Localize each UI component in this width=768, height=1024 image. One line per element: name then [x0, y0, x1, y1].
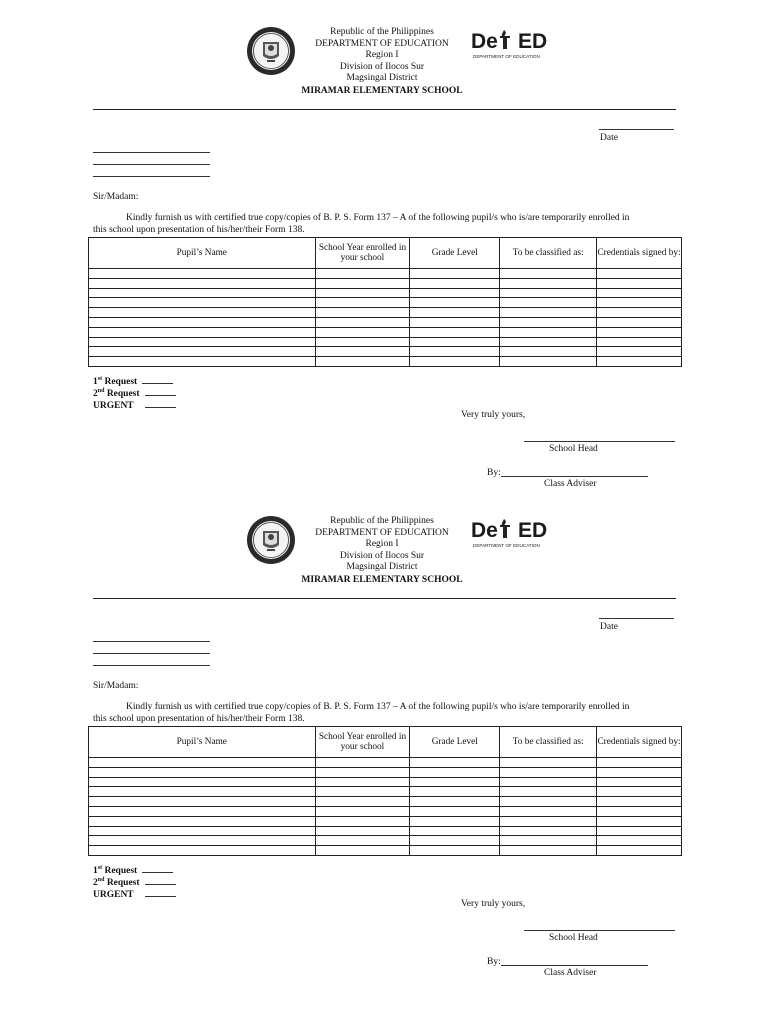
- table-cell[interactable]: [315, 836, 410, 846]
- table-cell[interactable]: [500, 278, 597, 288]
- table-cell[interactable]: [315, 308, 410, 318]
- table-cell[interactable]: [410, 767, 500, 777]
- table-cell[interactable]: [410, 836, 500, 846]
- school-head-label: School Head: [549, 933, 598, 943]
- table-cell[interactable]: [410, 758, 500, 768]
- header-republic: Republic of the Philippines: [330, 516, 434, 526]
- table-cell[interactable]: [410, 327, 500, 337]
- table-cell[interactable]: [89, 816, 316, 826]
- col-school-year: School Year enrolled in your school: [315, 727, 410, 758]
- table-cell[interactable]: [315, 758, 410, 768]
- first-request-line: [142, 375, 173, 384]
- school-head-signature-line: [524, 441, 675, 442]
- address-line-3: [93, 665, 210, 666]
- table-cell[interactable]: [89, 797, 316, 807]
- table-row: [89, 826, 682, 836]
- request-form-1: [0, 0, 768, 490]
- table-cell[interactable]: [315, 806, 410, 816]
- table-cell[interactable]: [410, 357, 500, 367]
- table-cell[interactable]: [315, 846, 410, 856]
- table-cell[interactable]: [89, 288, 316, 298]
- table-cell[interactable]: [500, 317, 597, 327]
- address-line-1: [93, 641, 210, 642]
- salutation: Sir/Madam:: [93, 192, 139, 202]
- table-cell[interactable]: [410, 816, 500, 826]
- table-cell[interactable]: [89, 308, 316, 318]
- deped-logo: [471, 517, 563, 551]
- table-row: [89, 288, 682, 298]
- header-department: DEPARTMENT OF EDUCATION: [315, 527, 449, 538]
- table-cell[interactable]: [410, 278, 500, 288]
- table-cell[interactable]: [89, 317, 316, 327]
- table-cell[interactable]: [597, 278, 682, 288]
- table-row: [89, 836, 682, 846]
- table-cell[interactable]: [597, 337, 682, 347]
- urgent-request: URGENT: [93, 399, 176, 413]
- header-region: Region I: [365, 50, 399, 61]
- table-cell[interactable]: [315, 347, 410, 357]
- header-department: DEPARTMENT OF EDUCATION: [315, 38, 449, 49]
- table-cell[interactable]: [89, 269, 316, 279]
- first-request-line: [142, 864, 173, 873]
- header-republic: Republic of the Philippines: [330, 27, 434, 37]
- table-cell[interactable]: [500, 777, 597, 787]
- col-classified: To be classified as:: [500, 238, 597, 269]
- table-row: [89, 357, 682, 367]
- table-cell[interactable]: [315, 826, 410, 836]
- svg-text:De: De: [471, 519, 498, 542]
- table-row: [89, 767, 682, 777]
- table-cell[interactable]: [315, 797, 410, 807]
- table-cell[interactable]: [315, 357, 410, 367]
- table-row: [89, 269, 682, 279]
- header-district: Magsingal District: [346, 562, 418, 573]
- address-line-2: [93, 164, 210, 165]
- body-text-line-1: Kindly furnish us with certified true copy/copies of B. P. S. Form 137 – A of the following pupil/s who is/are temporarily enrolled in: [126, 213, 630, 223]
- date-label: Date: [600, 133, 618, 143]
- pupils-table: [88, 237, 682, 367]
- urgent-request: URGENT: [93, 888, 176, 902]
- date-line: [599, 618, 674, 619]
- table-cell[interactable]: [315, 278, 410, 288]
- second-request: 2nd Request: [93, 876, 176, 890]
- header-school-name: MIRAMAR ELEMENTARY SCHOOL: [301, 85, 463, 96]
- second-request: 2nd Request: [93, 387, 176, 401]
- table-cell[interactable]: [500, 797, 597, 807]
- deped-logo: [471, 28, 563, 62]
- table-row: [89, 327, 682, 337]
- deped-logo-subtitle: DEPARTMENT OF EDUCATION: [473, 543, 540, 548]
- table-cell[interactable]: [500, 347, 597, 357]
- col-grade-level: Grade Level: [410, 238, 500, 269]
- table-cell[interactable]: [315, 777, 410, 787]
- table-cell[interactable]: [89, 806, 316, 816]
- table-cell[interactable]: [597, 317, 682, 327]
- table-cell[interactable]: [410, 806, 500, 816]
- table-cell[interactable]: [500, 298, 597, 308]
- body-text-line-1: Kindly furnish us with certified true copy/copies of B. P. S. Form 137 – A of the following pupil/s who is/are temporarily enrolled in: [126, 702, 630, 712]
- col-school-year: School Year enrolled in your school: [315, 238, 410, 269]
- table-cell[interactable]: [315, 269, 410, 279]
- table-row: [89, 758, 682, 768]
- table-cell[interactable]: [410, 787, 500, 797]
- table-cell[interactable]: [597, 846, 682, 856]
- table-cell[interactable]: [410, 846, 500, 856]
- table-cell[interactable]: [500, 826, 597, 836]
- table-cell[interactable]: [410, 347, 500, 357]
- table-header-row: [89, 238, 682, 269]
- urgent-line: [145, 888, 176, 897]
- table-cell[interactable]: [315, 816, 410, 826]
- table-row: [89, 347, 682, 357]
- table-cell[interactable]: [597, 826, 682, 836]
- class-adviser-signature-line: [501, 476, 648, 477]
- second-request-line: [145, 876, 176, 885]
- address-line-2: [93, 653, 210, 654]
- table-cell[interactable]: [410, 269, 500, 279]
- table-cell[interactable]: [315, 337, 410, 347]
- col-pupil-name: Pupil’s Name: [89, 238, 316, 269]
- table-cell[interactable]: [597, 269, 682, 279]
- table-cell[interactable]: [500, 846, 597, 856]
- col-credentials: Credentials signed by:: [597, 727, 682, 758]
- table-cell[interactable]: [315, 298, 410, 308]
- header-divider: [93, 109, 676, 110]
- table-cell[interactable]: [315, 288, 410, 298]
- class-adviser-label: Class Adviser: [544, 968, 597, 978]
- letterhead: [280, 27, 484, 98]
- table-cell[interactable]: [597, 787, 682, 797]
- table-cell[interactable]: [410, 298, 500, 308]
- table-cell[interactable]: [410, 337, 500, 347]
- table-cell[interactable]: [410, 797, 500, 807]
- table-cell[interactable]: [315, 317, 410, 327]
- table-cell[interactable]: [500, 836, 597, 846]
- pupils-table: [88, 726, 682, 856]
- table-cell[interactable]: [500, 787, 597, 797]
- table-cell[interactable]: [597, 357, 682, 367]
- table-cell[interactable]: [500, 758, 597, 768]
- header-school-name: MIRAMAR ELEMENTARY SCHOOL: [301, 574, 463, 585]
- table-cell[interactable]: [500, 337, 597, 347]
- table-cell[interactable]: [500, 767, 597, 777]
- second-request-line: [145, 387, 176, 396]
- school-head-label: School Head: [549, 444, 598, 454]
- table-row: [89, 308, 682, 318]
- col-credentials: Credentials signed by:: [597, 238, 682, 269]
- table-cell[interactable]: [315, 767, 410, 777]
- table-cell[interactable]: [597, 327, 682, 337]
- table-cell[interactable]: [89, 278, 316, 288]
- header-division: Division of Ilocos Sur: [339, 61, 425, 72]
- table-row: [89, 278, 682, 288]
- table-cell[interactable]: [597, 816, 682, 826]
- table-cell[interactable]: [89, 357, 316, 367]
- table-cell[interactable]: [597, 347, 682, 357]
- table-cell[interactable]: [410, 777, 500, 787]
- table-cell[interactable]: [597, 777, 682, 787]
- header-divider: [93, 598, 676, 599]
- table-cell[interactable]: [597, 288, 682, 298]
- header-region: Region I: [365, 539, 399, 550]
- class-adviser-signature-line: [501, 965, 648, 966]
- first-request: 1st Request: [93, 375, 173, 389]
- body-text-line-2: this school upon presentation of his/her/their Form 138.: [93, 714, 305, 724]
- table-cell[interactable]: [410, 308, 500, 318]
- table-row: [89, 317, 682, 327]
- class-adviser-label: Class Adviser: [544, 479, 597, 489]
- table-cell[interactable]: [89, 846, 316, 856]
- table-row: [89, 846, 682, 856]
- header-division: Division of Ilocos Sur: [339, 550, 425, 561]
- table-cell[interactable]: [315, 327, 410, 337]
- table-cell[interactable]: [89, 836, 316, 846]
- table-cell[interactable]: [89, 826, 316, 836]
- body-text-line-2: this school upon presentation of his/her/their Form 138.: [93, 225, 305, 235]
- table-row: [89, 337, 682, 347]
- table-cell[interactable]: [89, 758, 316, 768]
- table-cell[interactable]: [500, 816, 597, 826]
- table-cell[interactable]: [500, 288, 597, 298]
- by-label: By:: [487, 468, 501, 478]
- date-line: [599, 129, 674, 130]
- table-cell[interactable]: [597, 767, 682, 777]
- table-cell[interactable]: [597, 758, 682, 768]
- table-cell[interactable]: [500, 357, 597, 367]
- table-cell[interactable]: [410, 826, 500, 836]
- table-cell[interactable]: [500, 327, 597, 337]
- table-cell[interactable]: [597, 308, 682, 318]
- closing: Very truly yours,: [461, 410, 526, 420]
- table-cell[interactable]: [89, 787, 316, 797]
- table-cell[interactable]: [89, 777, 316, 787]
- by-label: By:: [487, 957, 501, 967]
- svg-text:De: De: [471, 30, 498, 53]
- table-row: [89, 298, 682, 308]
- table-cell[interactable]: [597, 797, 682, 807]
- request-form-2: [0, 489, 768, 979]
- deped-logo-subtitle: DEPARTMENT OF EDUCATION: [473, 54, 540, 59]
- table-cell[interactable]: [597, 806, 682, 816]
- col-grade-level: Grade Level: [410, 727, 500, 758]
- table-cell[interactable]: [500, 806, 597, 816]
- table-cell[interactable]: [410, 317, 500, 327]
- col-classified: To be classified as:: [500, 727, 597, 758]
- table-cell[interactable]: [89, 767, 316, 777]
- table-cell[interactable]: [315, 787, 410, 797]
- table-row: [89, 797, 682, 807]
- table-row: [89, 816, 682, 826]
- school-head-signature-line: [524, 930, 675, 931]
- header-district: Magsingal District: [346, 73, 418, 84]
- table-cell[interactable]: [89, 298, 316, 308]
- svg-text:ED: ED: [518, 30, 548, 53]
- table-row: [89, 787, 682, 797]
- table-cell[interactable]: [89, 337, 316, 347]
- address-line-1: [93, 152, 210, 153]
- table-header-row: [89, 727, 682, 758]
- table-cell[interactable]: [500, 269, 597, 279]
- table-cell[interactable]: [597, 298, 682, 308]
- salutation: Sir/Madam:: [93, 681, 139, 691]
- svg-text:ED: ED: [518, 519, 548, 542]
- first-request: 1st Request: [93, 864, 173, 878]
- table-row: [89, 806, 682, 816]
- table-cell[interactable]: [597, 836, 682, 846]
- table-cell[interactable]: [89, 327, 316, 337]
- table-row: [89, 777, 682, 787]
- letterhead: [280, 516, 484, 587]
- address-line-3: [93, 176, 210, 177]
- date-label: Date: [600, 622, 618, 632]
- table-cell[interactable]: [89, 347, 316, 357]
- closing: Very truly yours,: [461, 899, 526, 909]
- urgent-line: [145, 399, 176, 408]
- col-pupil-name: Pupil’s Name: [89, 727, 316, 758]
- table-cell[interactable]: [410, 288, 500, 298]
- table-cell[interactable]: [500, 308, 597, 318]
